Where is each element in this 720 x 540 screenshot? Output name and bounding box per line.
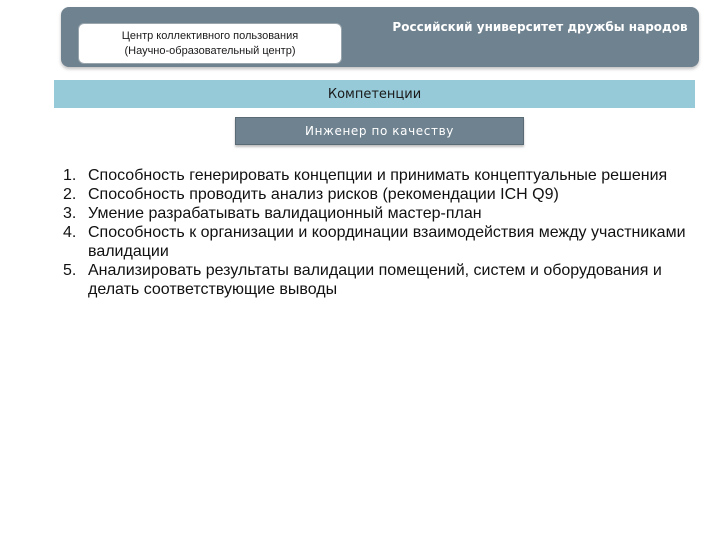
item-text: Способность генерировать концепции и принимать концептуальные решения (88, 167, 668, 184)
list-item (57, 185, 697, 204)
item-number: 5. (63, 262, 77, 279)
section-title-bar (54, 80, 695, 108)
item-number: 2. (63, 186, 77, 203)
list-item (57, 204, 697, 223)
item-text: Способность проводить анализ рисков (рекомендации ICH Q9) (88, 186, 559, 203)
center-name-box (78, 23, 342, 64)
competency-list (57, 166, 697, 299)
role-label: Инженер по качеству (305, 124, 454, 138)
item-text: Умение разрабатывать валидационный мастер-план (88, 205, 482, 222)
center-name-line1: Центр коллективного пользования (121, 29, 299, 42)
center-name-line2: (Научно-образовательный центр) (124, 44, 296, 57)
item-text: Анализировать результаты валидации помещений, систем и оборудования и делать соответствующие выводы (88, 262, 662, 298)
item-number: 3. (63, 205, 77, 222)
list-item (57, 261, 697, 299)
item-number: 1. (63, 167, 77, 184)
section-title: Компетенции (327, 86, 422, 102)
list-item (57, 223, 697, 261)
item-number: 4. (63, 224, 77, 241)
item-text: Способность к организации и координации взаимодействия между участниками валидации (88, 224, 686, 260)
role-box (235, 117, 524, 145)
list-item (57, 166, 697, 185)
university-title: Российский университет дружбы народов (392, 20, 688, 34)
